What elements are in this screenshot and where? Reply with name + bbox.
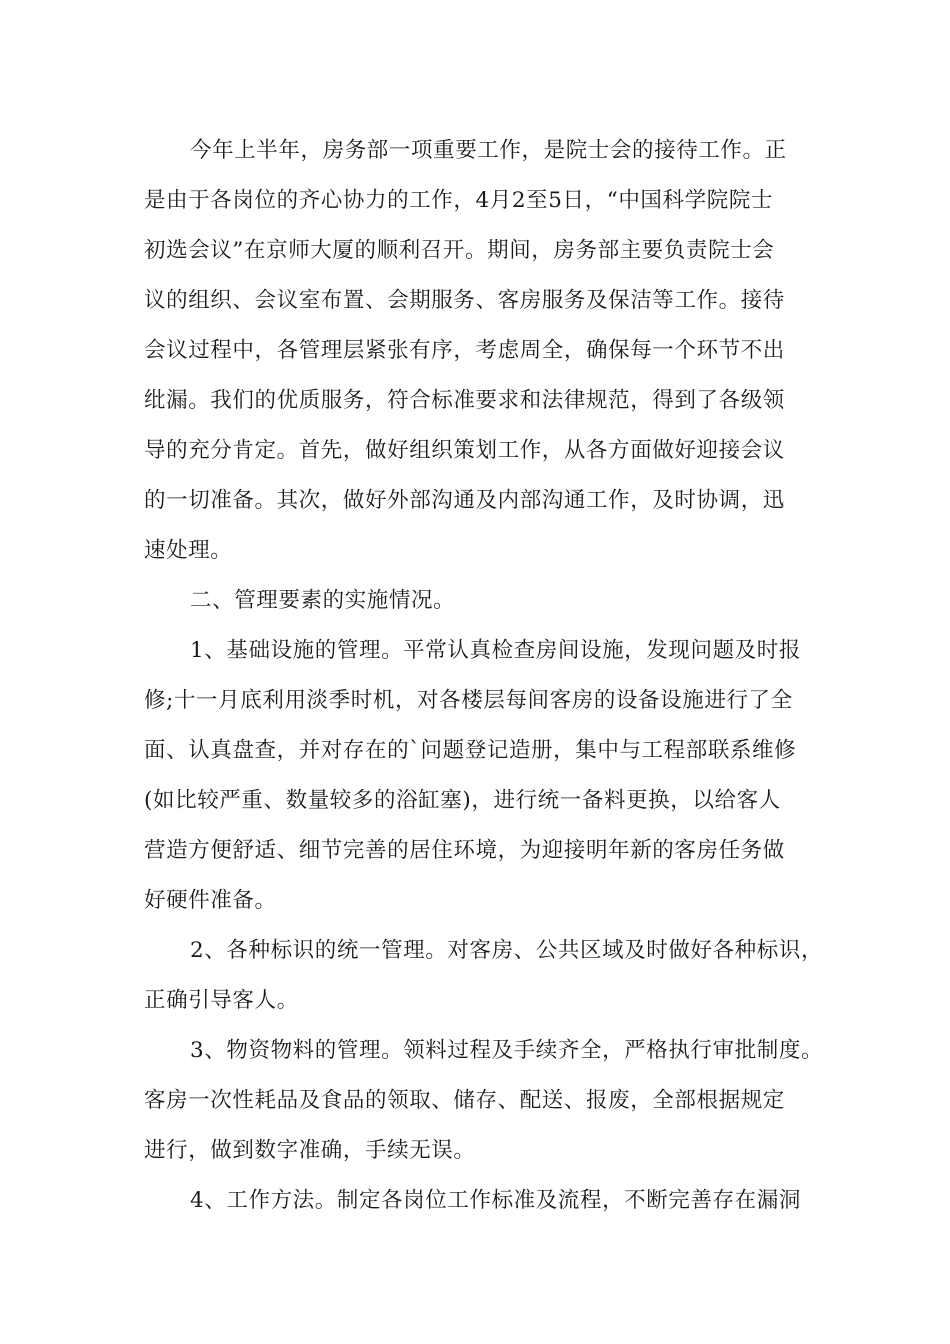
text-line: 3、物资物料的管理。领料过程及手续齐全，严格执行审批制度。 bbox=[190, 1038, 824, 1063]
text-line: 导的充分肯定。首先，做好组织策划工作，从各方面做好迎接会议 bbox=[144, 438, 785, 463]
text-line: 进行，做到数字准确，手续无误。 bbox=[144, 1138, 476, 1163]
text-line: 的一切准备。其次，做好外部沟通及内部沟通工作，及时协调，迅 bbox=[144, 488, 785, 513]
text-line: 议的组织、会议室布置、会期服务、客房服务及保洁等工作。接待 bbox=[144, 288, 785, 313]
text-line: 1、基础设施的管理。平常认真检查房间设施，发现问题及时报 bbox=[190, 638, 801, 663]
text-line: 营造方便舒适、细节完善的居住环境，为迎接明年新的客房任务做 bbox=[144, 838, 785, 863]
section-heading: 二、管理要素的实施情况。 bbox=[190, 588, 456, 613]
text-line: 纰漏。我们的优质服务，符合标准要求和法律规范，得到了各级领 bbox=[144, 388, 785, 413]
text-line: 会议过程中，各管理层紧张有序，考虑周全，确保每一个环节不出 bbox=[144, 338, 785, 363]
text-line: 客房一次性耗品及食品的领取、储存、配送、报废，全部根据规定 bbox=[144, 1088, 785, 1113]
text-line: 正确引导客人。 bbox=[144, 988, 299, 1013]
text-line: 是由于各岗位的齐心协力的工作，4月2至5日，“中国科学院院士 bbox=[144, 188, 774, 213]
text-line: 面、认真盘查，并对存在的`问题登记造册，集中与工程部联系维修 bbox=[144, 738, 797, 763]
text-line: 速处理。 bbox=[144, 538, 233, 563]
text-line: 初选会议”在京师大厦的顺利召开。期间，房务部主要负责院士会 bbox=[144, 238, 775, 263]
text-line: 修;十一月底利用淡季时机，对各楼层每间客房的设备设施进行了全 bbox=[144, 688, 793, 713]
text-line: 好硬件准备。 bbox=[144, 888, 277, 913]
text-line: 今年上半年，房务部一项重要工作，是院士会的接待工作。正 bbox=[190, 138, 787, 163]
text-line: (如比较严重、数量较多的浴缸塞)，进行统一备料更换，以给客人 bbox=[144, 788, 781, 813]
text-line: 2、各种标识的统一管理。对客房、公共区域及时做好各种标识， bbox=[190, 938, 824, 963]
text-line: 4、工作方法。制定各岗位工作标准及流程，不断完善存在漏洞 bbox=[190, 1188, 801, 1213]
